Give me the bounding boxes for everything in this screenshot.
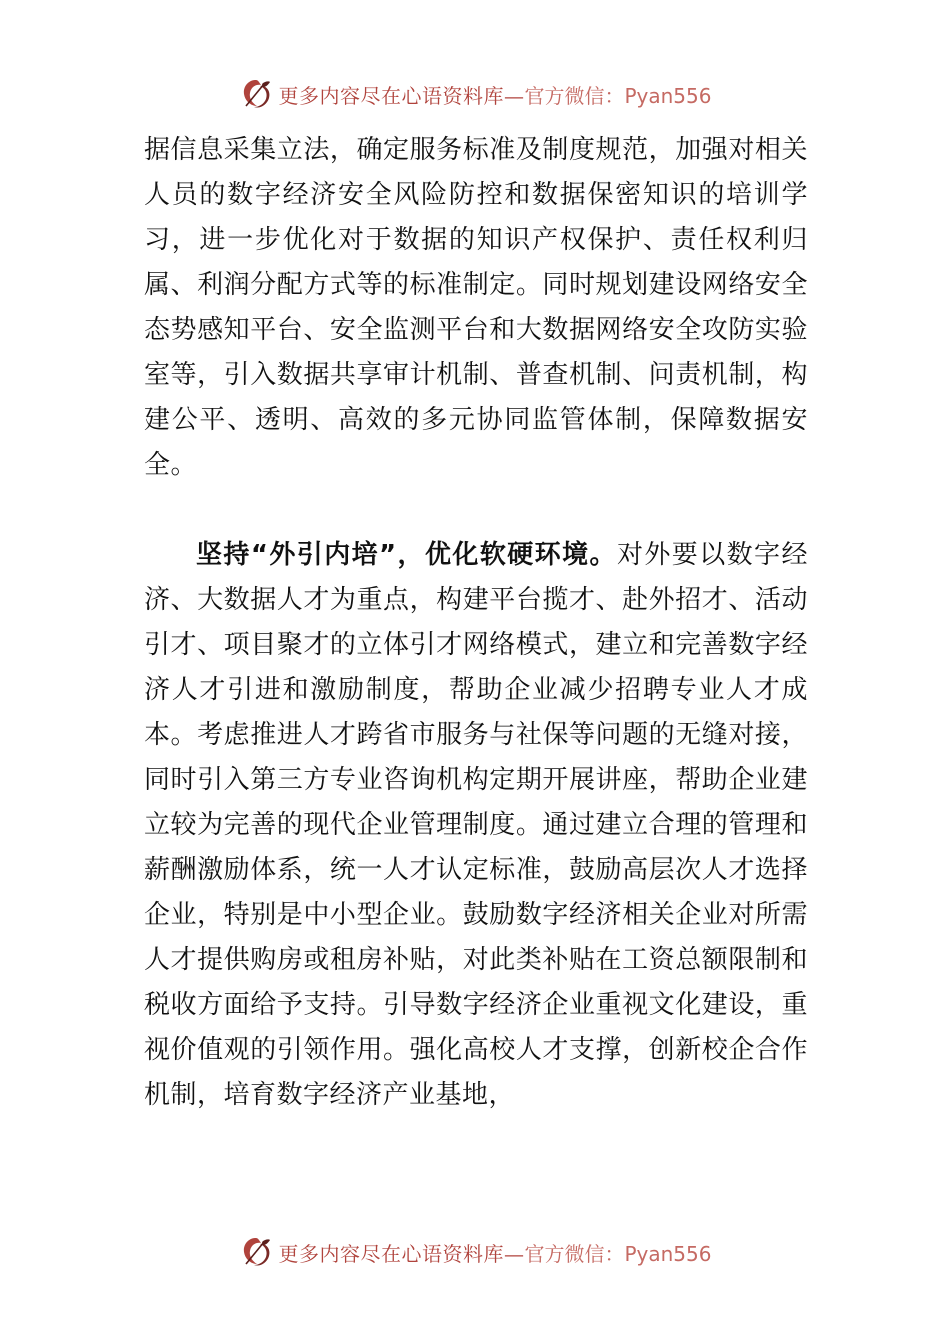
paragraph-lead-heading: 坚持“外引内培”，优化软硬环境。 bbox=[196, 540, 617, 570]
document-body bbox=[144, 128, 808, 1118]
watermark-text: 更多内容尽在心语资料库— bbox=[278, 1241, 525, 1266]
quill-logo-icon bbox=[238, 1234, 274, 1270]
watermark-text: 更多内容尽在心语资料库— bbox=[278, 83, 525, 108]
paragraph-talent-body: 对外要以数字经济、大数据人才为重点，构建平台揽才、赴外招才、活动引才、项目聚才的立体引才网络模式，建立和完善数字经济人才引进和激励制度，帮助企业减少招聘专业人才成本。考虑推进人才跨省市服务与社保等问题的无缝对接，同时引入第三方专业咨询机构定期开展讲座，帮助企业建立较为完善的现代企业管理制度。通过建立合理的管理和薪酬激励体系，统一人才认定标准，鼓励高层次人才选择企业，特别是中小型企业。鼓励数字经济相关企业对所需人才提供购房或租房补贴，对此类补贴在工资总额限制和税收方面给予支持。引导数字经济企业重视文化建设，重视价值观的引领作用。强化高校人才支撑，创新校企合作机制，培育数字经济产业基地， bbox=[144, 540, 808, 1110]
watermark-wechat: 官方微信：Pyan556 bbox=[524, 83, 712, 108]
header-watermark bbox=[0, 72, 950, 116]
paragraph-data-security: 据信息采集立法，确定服务标准及制度规范，加强对相关人员的数字经济安全风险防控和数据保密知识的培训学习，进一步优化对于数据的知识产权保护、责任权利归属、利润分配方式等的标准制定。同时规划建设网络安全态势感知平台、安全监测平台和大数据网络安全攻防实验室等，引入数据共享审计机制、普查机制、问责机制，构建公平、透明、高效的多元协同监管体制，保障数据安全。 bbox=[144, 135, 808, 480]
watermark-wechat: 官方微信：Pyan556 bbox=[524, 1241, 712, 1266]
footer-watermark bbox=[0, 1230, 950, 1274]
paragraph-talent bbox=[144, 533, 808, 1118]
quill-logo-icon bbox=[238, 76, 274, 112]
